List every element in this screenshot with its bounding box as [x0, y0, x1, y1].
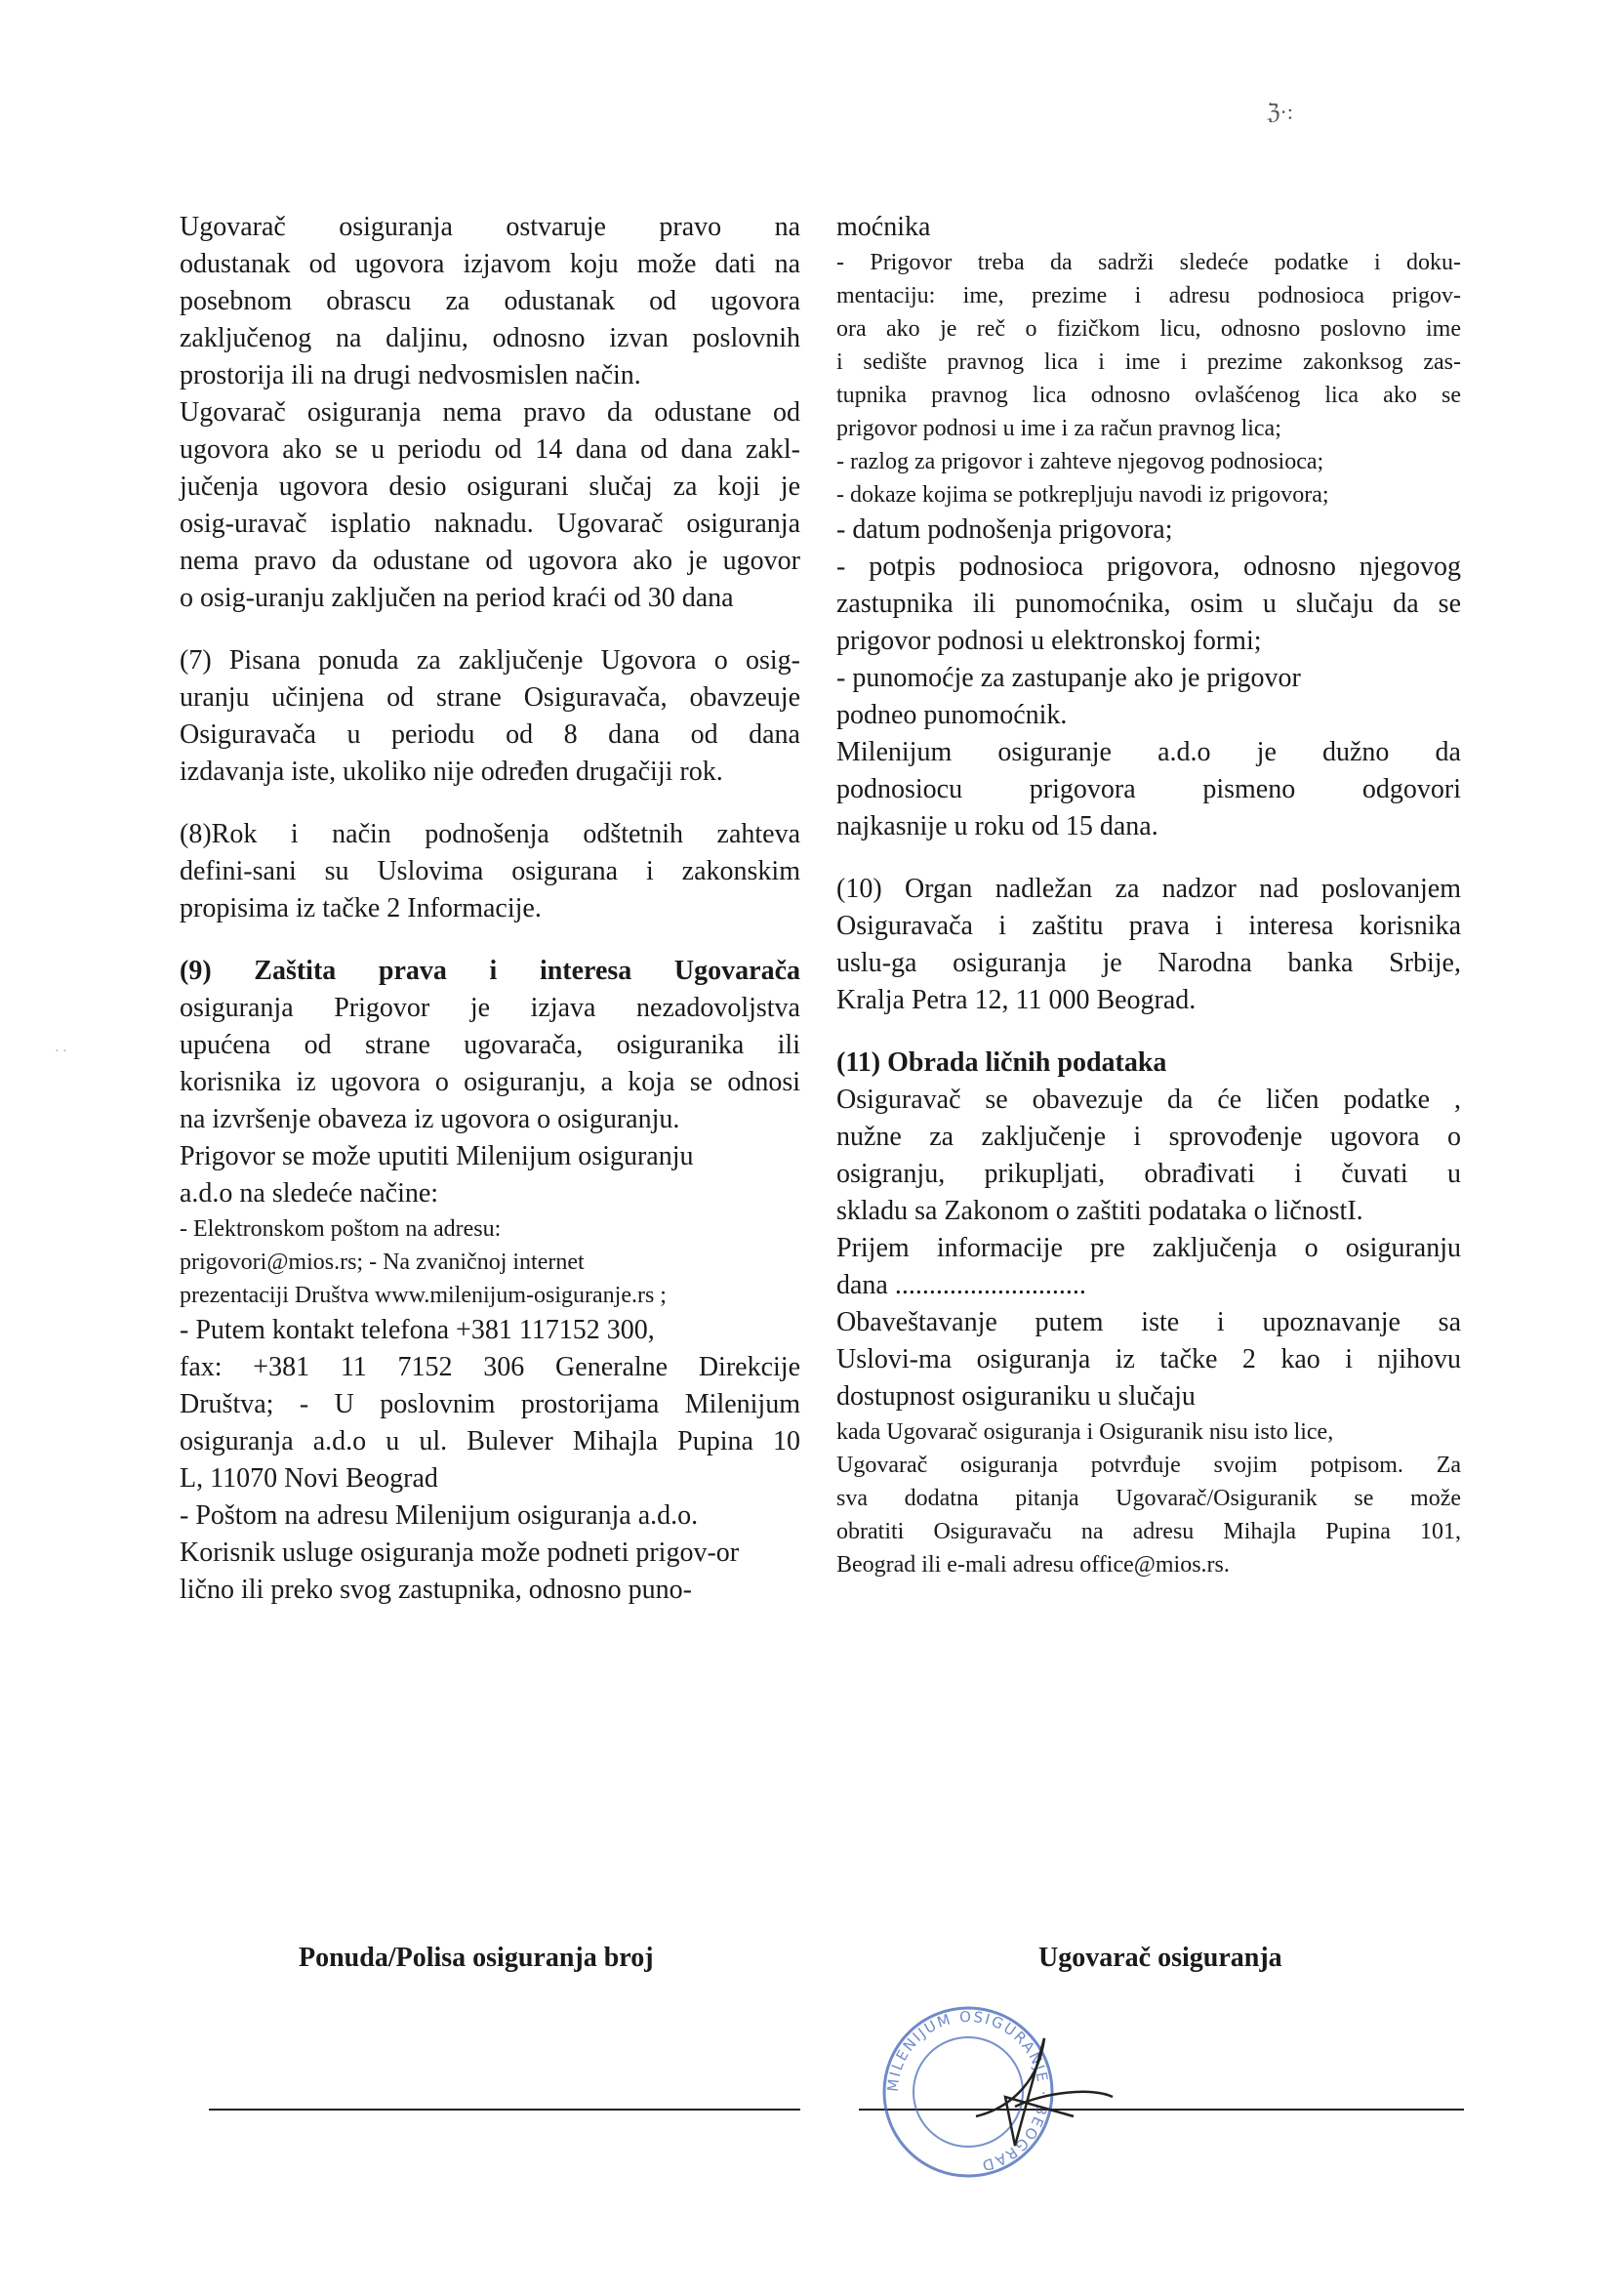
text-line: - razlog za prigovor i zahteve njegovog podnosioca;	[836, 449, 1324, 474]
text-line: dostupnost osiguraniku u slučaju	[836, 1381, 1196, 1412]
paragraph-gap	[180, 927, 800, 953]
text-line: defini-sani su Uslovima osigurana i zakonskim	[180, 856, 800, 886]
text-line: osigranju, prikupljati, obrađivati i čuvati u	[836, 1159, 1461, 1189]
text-line: (11) Obrada ličnih podataka	[836, 1047, 1167, 1078]
text-line: - datum podnošenja prigovora;	[836, 514, 1173, 545]
text-line: Prigovor se može uputiti Milenijum osiguranju	[180, 1141, 694, 1171]
text-line: dana ............................	[836, 1270, 1086, 1300]
text-line: Osiguravača i zaštitu prava i interesa korisnika	[836, 911, 1461, 941]
text-line: prostorija ili na drugi nedvosmislen način.	[180, 360, 641, 390]
text-line: Ugovarač osiguranja ostvaruje pravo na	[180, 212, 800, 242]
text-line: korisnika iz ugovora o osiguranju, a koja se odnosi	[180, 1067, 800, 1097]
text-line: (10) Organ nadležan za nadzor nad poslovanjem	[836, 874, 1461, 904]
text-line: Beograd ili e-mali adresu office@mios.rs.	[836, 1552, 1230, 1578]
text-line: o osig-uranju zaključen na period kraći od 30 dana	[180, 583, 734, 613]
text-line: nema pravo da odustane od ugovora ako je ugovor	[180, 546, 800, 576]
text-line: osiguranja a.d.o u ul. Bulever Mihajla Pupina 10	[180, 1426, 800, 1456]
text-line: L, 11070 Novi Beograd	[180, 1463, 438, 1494]
contractor-label: Ugovarač osiguranja	[1038, 1943, 1282, 1973]
text-line: prigovori@mios.rs; - Na zvaničnoj internet	[180, 1250, 585, 1275]
text-line: ugovora ako se u periodu od 14 dana od dana zakl-	[180, 434, 800, 465]
text-line: (8)Rok i način podnošenja odštetnih zahteva	[180, 819, 800, 849]
text-line: sva dodatna pitanja Ugovarač/Osiguranik se može	[836, 1486, 1461, 1511]
policy-number-line	[209, 2109, 800, 2111]
text-line: prigovor podnosi u elektronskoj formi;	[836, 626, 1262, 656]
text-line: mentaciju: ime, prezime i adresu podnosioca prigov-	[836, 283, 1461, 308]
text-line: Prijem informacije pre zaključenja o osiguranju	[836, 1233, 1461, 1263]
text-line: ora ako je reč o fizičkom licu, odnosno poslovno ime	[836, 316, 1461, 342]
text-line: na izvršenje obaveza iz ugovora o osiguranju.	[180, 1104, 680, 1134]
margin-mark: · ·	[55, 1045, 67, 1059]
text-line: Korisnik usluge osiguranja može podneti prigov-or	[180, 1538, 740, 1568]
text-line: osig-uravač isplatio naknadu. Ugovarač osiguranja	[180, 509, 800, 539]
text-line: propisima iz tačke 2 Informacije.	[180, 893, 542, 923]
text-line: obratiti Osiguravaču na adresu Mihajla Pupina 101,	[836, 1519, 1461, 1544]
text-line: Uslovi-ma osiguranja iz tačke 2 kao i njihovu	[836, 1344, 1461, 1374]
text-line: lično ili preko svog zastupnika, odnosno puno-	[180, 1575, 692, 1605]
text-line: osiguranja Prigovor je izjava nezadovoljstva	[180, 993, 800, 1023]
text-line: Društva; - U poslovnim prostorijama Milenijum	[180, 1389, 800, 1419]
text-line: jučenja ugovora desio osigurani slučaj za koji je	[180, 472, 800, 502]
page-corner-mark: ℨ·:	[1267, 100, 1293, 124]
text-line: - punomoćje za zastupanje ako je prigovor	[836, 663, 1301, 693]
text-line: (7) Pisana ponuda za zaključenje Ugovora o osig-	[180, 645, 800, 676]
text-line: prezentaciji Društva www.milenijum-osiguranje.rs ;	[180, 1283, 667, 1308]
text-line: Ugovarač osiguranja nema pravo da odustane od	[180, 397, 800, 428]
text-line: - dokaze kojima se potkrepljuju navodi iz prigovora;	[836, 482, 1329, 508]
text-line: prigovor podnosi u ime i za račun pravnog lica;	[836, 416, 1281, 441]
text-line: upućena od strane ugovarača, osiguranika ili	[180, 1030, 800, 1060]
paragraph-gap	[836, 1019, 1461, 1045]
text-line: moćnika	[836, 212, 931, 242]
text-line: Ugovarač osiguranja potvrđuje svojim potpisom. Za	[836, 1453, 1461, 1478]
text-line: izdavanja iste, ukoliko nije određen drugačiji rok.	[180, 757, 723, 787]
right-text-column	[836, 209, 1461, 1581]
text-line: odustanak od ugovora izjavom koju može dati na	[180, 249, 800, 279]
text-line: najkasnije u roku od 15 dana.	[836, 811, 1158, 841]
text-line: podnosiocu prigovora pismeno odgovori	[836, 774, 1461, 804]
paragraph-gap	[180, 791, 800, 816]
text-line: zaključenog na daljinu, odnosno izvan poslovnih	[180, 323, 800, 353]
paragraph-gap	[180, 617, 800, 642]
text-line: uslu-ga osiguranja je Narodna banka Srbije,	[836, 948, 1461, 978]
text-line: (9) Zaštita prava i interesa Ugovarača	[180, 956, 800, 986]
text-line: i sedište pravnog lica i ime i prezime zakonksog zas-	[836, 349, 1461, 375]
text-line: Osiguravača u periodu od 8 dana od dana	[180, 719, 800, 750]
text-line: Milenijum osiguranje a.d.o je dužno da	[836, 737, 1461, 767]
text-line: posebnom obrascu za odustanak od ugovora	[180, 286, 800, 316]
text-line: - Putem kontakt telefona +381 117152 300,	[180, 1315, 655, 1345]
svg-text:MILENIJUM OSIGURANJE · BEOGRAD: MILENIJUM OSIGURANJE · BEOGRAD	[883, 2007, 1053, 2175]
text-line: kada Ugovarač osiguranja i Osiguranik nisu isto lice,	[836, 1419, 1334, 1445]
text-line: - Elektronskom poštom na adresu:	[180, 1216, 502, 1242]
text-line: zastupnika ili punomoćnika, osim u slučaju da se	[836, 589, 1461, 619]
company-stamp	[869, 1999, 1122, 2199]
text-line: podneo punomoćnik.	[836, 700, 1068, 730]
text-line: fax: +381 11 7152 306 Generalne Direkcije	[180, 1352, 800, 1382]
text-line: a.d.o na sledeće načine:	[180, 1178, 439, 1209]
left-text-column	[180, 209, 800, 1609]
text-line: Osiguravač se obavezuje da će ličen podatke ,	[836, 1085, 1461, 1115]
text-line: skladu sa Zakonom o zaštiti podataka o ličnostI.	[836, 1196, 1363, 1226]
text-line: - potpis podnosioca prigovora, odnosno njegovog	[836, 552, 1461, 582]
policy-number-label: Ponuda/Polisa osiguranja broj	[299, 1943, 654, 1973]
text-line: Kralja Petra 12, 11 000 Beograd.	[836, 985, 1197, 1015]
text-line: - Prigovor treba da sadrži sledeće podatke i doku-	[836, 250, 1461, 275]
text-line: Obaveštavanje putem iste i upoznavanje sa	[836, 1307, 1461, 1337]
text-line: nužne za zaključenje i sprovođenje ugovora o	[836, 1122, 1461, 1152]
text-line: tupnika pravnog lica odnosno ovlašćenog lica ako se	[836, 383, 1461, 408]
paragraph-gap	[836, 845, 1461, 871]
text-line: - Poštom na adresu Milenijum osiguranja a.d.o.	[180, 1500, 699, 1531]
text-line: uranju učinjena od strane Osiguravača, obavzeuje	[180, 682, 800, 713]
